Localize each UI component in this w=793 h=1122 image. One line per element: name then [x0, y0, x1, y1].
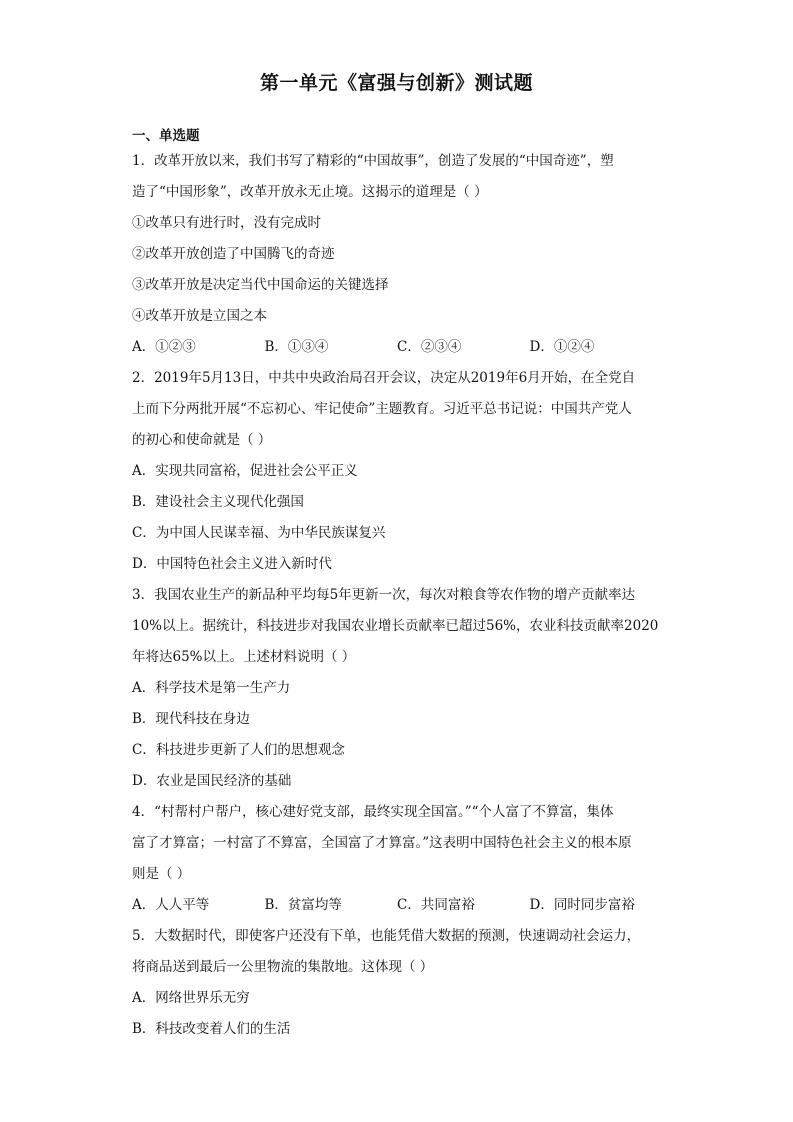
question-stem-line: 将商品送到最后一公里物流的集散地。这体现（ ） — [132, 959, 434, 975]
question-stem-line: 3．我国农业生产的新品种平均每5年更新一次，每次对粮食等农作物的增产贡献率达 — [132, 587, 636, 603]
question-stem-line: 4．“村帮村户帮户，核心建好党支部，最终实现全国富。”“个人富了不算富，集体 — [132, 804, 614, 820]
statement-item: ①改革只有进行时，没有完成时 — [132, 215, 321, 231]
question-stem-line: 1．改革开放以来，我们书写了精彩的“中国故事”，创造了发展的“中国奇迹”，塑 — [132, 153, 614, 169]
question-stem-line: 2．2019年5月13日，中共中央政治局召开会议，决定从2019年6月开始，在全党自 — [132, 370, 636, 386]
option-d: D．①②④ — [529, 339, 595, 355]
option-a: A．人人平等 — [132, 897, 210, 913]
section-heading: 一、单选题 — [132, 128, 200, 144]
option-b: B．建设社会主义现代化强国 — [132, 494, 304, 510]
question-stem-line: 造了“中国形象”，改革开放永无止境。这揭示的道理是（ ） — [132, 184, 488, 200]
question-list — [132, 146, 662, 1045]
document-title: 第一单元《富强与创新》测试题 — [259, 72, 533, 94]
option-b: B．①③④ — [264, 339, 329, 355]
option-c: C．共同富裕 — [397, 897, 475, 913]
option-c: C．科技进步更新了人们的思想观念 — [132, 742, 345, 758]
question-stem-line: 5．大数据时代，即使客户还没有下单，也能凭借大数据的预测，快速调动社会运力， — [132, 928, 641, 944]
option-b: B．科技改变着人们的生活 — [132, 1021, 291, 1037]
question-stem-line: 富了才算富；一村富了不算富，全国富了才算富。”这表明中国特色社会主义的根本原 — [132, 835, 632, 851]
statement-item: ③改革开放是决定当代中国命运的关键选择 — [132, 277, 389, 293]
option-c: C．②③④ — [397, 339, 462, 355]
option-a: A．科学技术是第一生产力 — [132, 680, 291, 696]
question-stem-line: 的初心和使命就是（ ） — [132, 432, 272, 448]
option-a: A．实现共同富裕，促进社会公平正义 — [132, 463, 358, 479]
option-a: A．①②③ — [132, 339, 196, 355]
statement-item: ④改革开放是立国之本 — [132, 308, 267, 324]
option-row — [132, 332, 662, 363]
option-a: A．网络世界乐无穷 — [132, 990, 250, 1006]
question-5 — [132, 921, 662, 1045]
question-stem-line: 10%以上。据统计，科技进步对我国农业增长贡献率已超过56%，农业科技贡献率2020 — [132, 618, 659, 634]
option-b: B．贫富均等 — [264, 897, 342, 913]
question-3 — [132, 580, 662, 797]
statement-item: ②改革开放创造了中国腾飞的奇迹 — [132, 246, 335, 262]
question-stem-line: 则是（ ） — [132, 866, 191, 882]
option-c: C．为中国人民谋幸福、为中华民族谋复兴 — [132, 525, 386, 541]
question-stem-line: 上而下分两批开展“不忘初心、牢记使命”主题教育。习近平总书记说：中国共产党人 — [132, 401, 632, 417]
option-d: D．农业是国民经济的基础 — [132, 773, 292, 789]
option-row — [132, 890, 662, 921]
question-2 — [132, 363, 662, 580]
question-stem-line: 年将达65%以上。上述材料说明（ ） — [132, 649, 356, 665]
option-b: B．现代科技在身边 — [132, 711, 250, 727]
option-d: D．同时同步富裕 — [529, 897, 635, 913]
question-4 — [132, 797, 662, 921]
question-1 — [132, 146, 662, 363]
option-d: D．中国特色社会主义进入新时代 — [132, 556, 332, 572]
